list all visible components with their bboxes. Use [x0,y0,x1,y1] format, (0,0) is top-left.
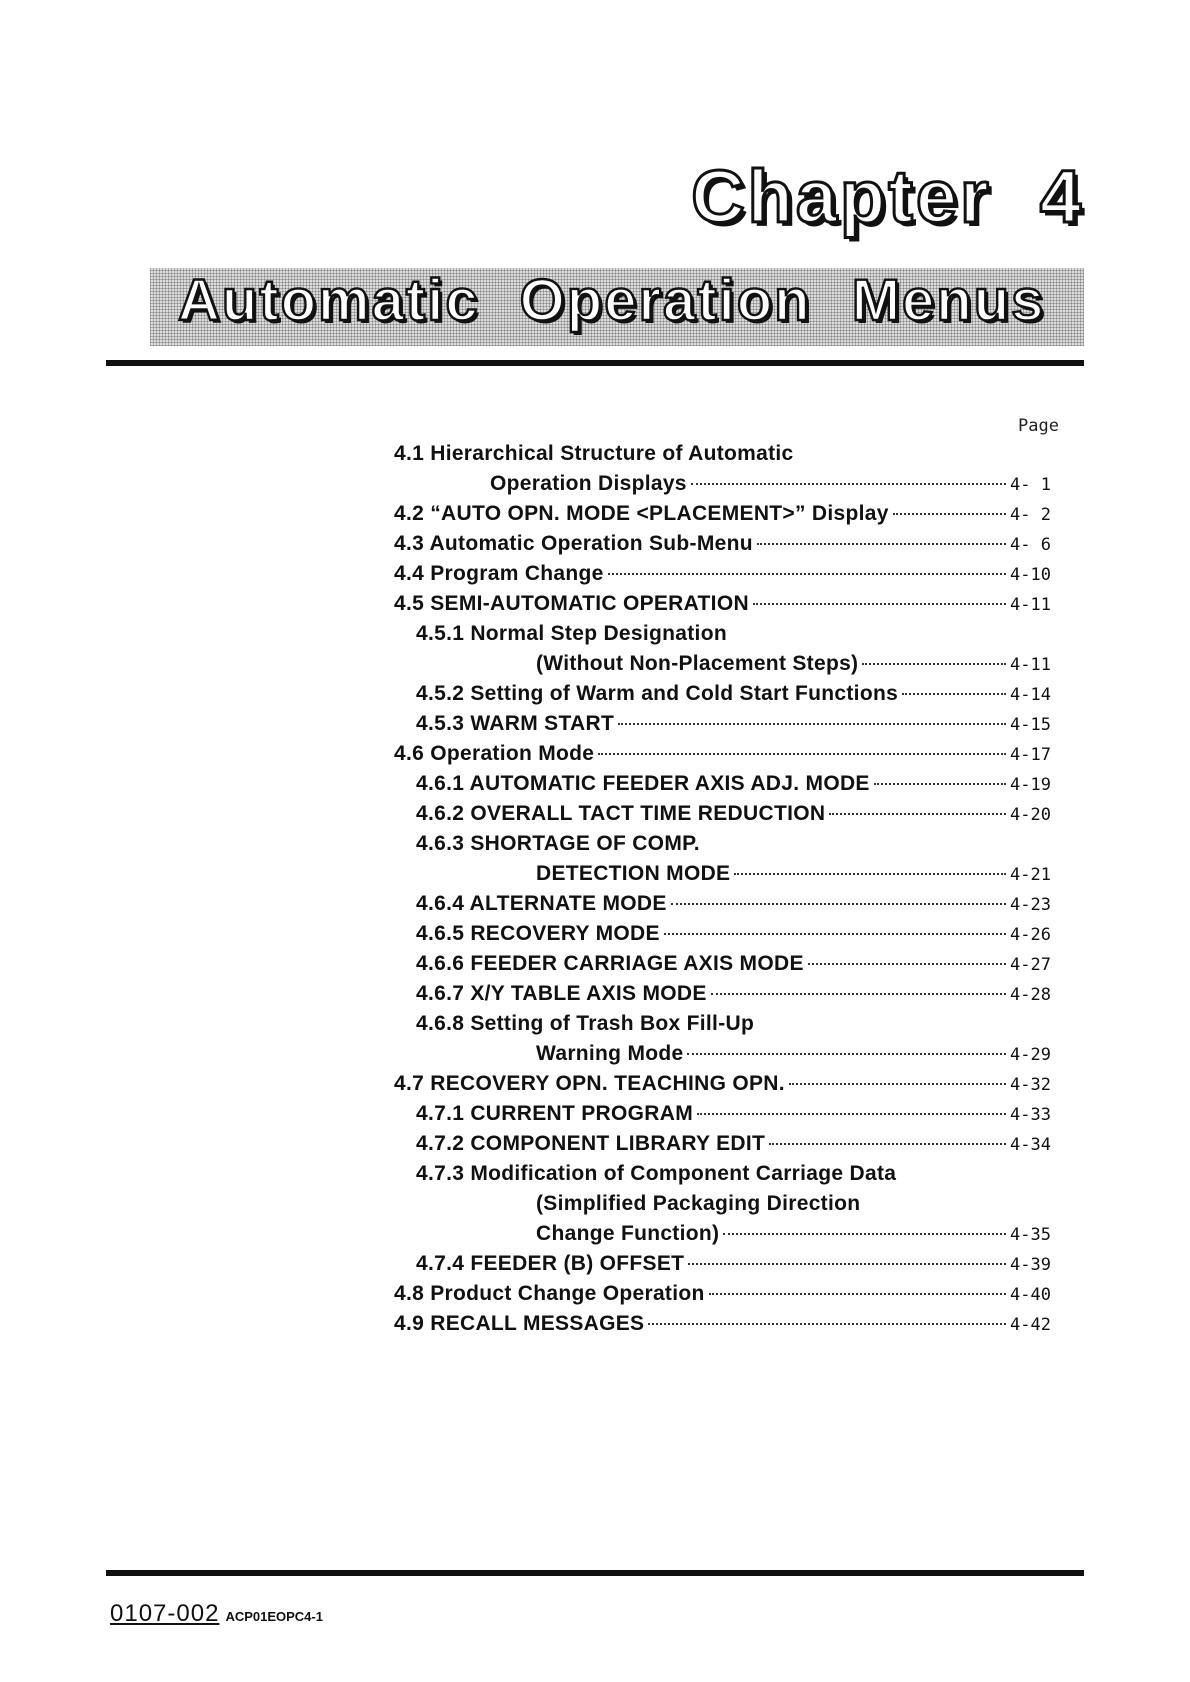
toc-entry-title: 4.9 RECALL MESSAGES [394,1312,645,1335]
toc-entry-title: DETECTION MODE [536,862,731,885]
toc-entry[interactable] [394,502,1062,532]
toc-entry-title: 4.3 Automatic Operation Sub-Menu [394,532,753,555]
toc-dot-leader [598,753,1006,755]
toc-entry-title: 4.2 “AUTO OPN. MODE <PLACEMENT>” Display [394,502,889,525]
toc-dot-leader [691,483,1006,485]
document-number: 0107-002 [110,1600,220,1627]
toc-dot-leader [608,573,1006,575]
toc-dot-leader [711,993,1006,995]
toc-entry[interactable] [394,562,1062,592]
toc-entry-title: 4.1 Hierarchical Structure of Automatic [394,442,794,465]
toc-entry-page: 4-14 [1010,685,1051,705]
toc-entry[interactable] [394,922,1062,952]
chapter-heading [691,155,1084,238]
toc-entry-page: 4-11 [1010,655,1051,675]
toc-dot-leader [769,1143,1006,1145]
toc-entry-title: 4.6.6 FEEDER CARRIAGE AXIS MODE [416,952,804,975]
toc-entry-title: 4.5.1 Normal Step Designation [416,622,727,645]
toc-entry[interactable] [394,622,1062,652]
toc-dot-leader [687,1053,1006,1055]
toc-dot-leader [671,903,1006,905]
toc-entry-page: 4-20 [1010,805,1051,825]
toc-entry-title: 4.6.8 Setting of Trash Box Fill-Up [416,1012,755,1035]
toc-entry[interactable] [394,1192,1062,1222]
toc-entry-title: 4.5 SEMI-AUTOMATIC OPERATION [394,592,749,615]
toc-entry-title: 4.6.5 RECOVERY MODE [416,922,660,945]
toc-entry-title: 4.6.3 SHORTAGE OF COMP. [416,832,700,855]
toc-entry-title: (Without Non-Placement Steps) [536,652,859,675]
toc-dot-leader [874,783,1006,785]
toc-entry[interactable] [394,1072,1062,1102]
toc-entry-title: 4.6 Operation Mode [394,742,595,765]
toc-entry[interactable] [394,982,1062,1012]
toc-entry[interactable] [394,1222,1062,1252]
toc-entry[interactable] [394,952,1062,982]
toc-dot-leader [734,873,1006,875]
toc-entry-title: 4.7 RECOVERY OPN. TEACHING OPN. [394,1072,785,1095]
toc-entry[interactable] [394,592,1062,622]
document-code: ACP01EOPC4-1 [225,1609,323,1624]
toc-entry[interactable] [394,1132,1062,1162]
toc-entry-page: 4-32 [1010,1075,1051,1095]
footer [110,1600,323,1628]
toc-dot-leader [789,1083,1006,1085]
chapter-label: Chapter [691,155,992,238]
toc-entry-page: 4-29 [1010,1045,1051,1065]
toc-entry[interactable] [394,652,1062,682]
toc-dot-leader [688,1263,1006,1265]
toc-dot-leader [753,603,1006,605]
chapter-title: Automatic Operation Menus [178,268,1046,333]
toc-entry-title: 4.4 Program Change [394,562,604,585]
toc-entry[interactable] [394,472,1062,502]
toc-entry-title: 4.8 Product Change Operation [394,1282,705,1305]
toc-entry[interactable] [394,802,1062,832]
toc-entry-page: 4- 1 [1010,475,1051,495]
toc-entry-page: 4-17 [1010,745,1051,765]
toc-entry-title: 4.6.7 X/Y TABLE AXIS MODE [416,982,707,1005]
toc-entry[interactable] [394,1282,1062,1312]
toc-entry-page: 4-10 [1010,565,1051,585]
toc-entry[interactable] [394,832,1062,862]
toc-entry-title: 4.5.2 Setting of Warm and Cold Start Functions [416,682,899,705]
toc-entry-title: 4.6.2 OVERALL TACT TIME REDUCTION [416,802,826,825]
toc-entry[interactable] [394,1042,1062,1072]
toc-entry-page: 4-33 [1010,1105,1051,1125]
toc-entry[interactable] [394,1102,1062,1132]
toc-entry[interactable] [394,442,1062,472]
table-of-contents [394,442,1062,1342]
toc-dot-leader [808,963,1006,965]
toc-entry[interactable] [394,1162,1062,1192]
toc-entry[interactable] [394,772,1062,802]
toc-dot-leader [664,933,1006,935]
toc-entry-title: 4.7.2 COMPONENT LIBRARY EDIT [416,1132,766,1155]
toc-entry[interactable] [394,682,1062,712]
header-divider [106,360,1084,366]
footer-divider [106,1570,1084,1576]
toc-entry-page: 4-21 [1010,865,1051,885]
toc-entry-page: 4-15 [1010,715,1051,735]
chapter-number: 4 [1039,155,1084,238]
toc-entry-title: Operation Displays [490,472,687,495]
toc-entry-page: 4-35 [1010,1225,1051,1245]
toc-entry-page: 4- 2 [1010,505,1051,525]
toc-entry-title: 4.5.3 WARM START [416,712,615,735]
toc-dot-leader [757,543,1006,545]
toc-entry-title: 4.7.1 CURRENT PROGRAM [416,1102,694,1125]
toc-dot-leader [723,1233,1006,1235]
toc-entry-title: 4.7.4 FEEDER (B) OFFSET [416,1252,685,1275]
toc-entry-page: 4-11 [1010,595,1051,615]
toc-entry-page: 4-28 [1010,985,1051,1005]
toc-entry-page: 4-40 [1010,1285,1051,1305]
toc-entry[interactable] [394,712,1062,742]
toc-page-column-label: Page [1018,416,1059,436]
toc-dot-leader [697,1113,1006,1115]
toc-entry-title: 4.7.3 Modification of Component Carriage Data [416,1162,897,1185]
toc-entry-title: 4.6.1 AUTOMATIC FEEDER AXIS ADJ. MODE [416,772,870,795]
toc-entry-title: Warning Mode [536,1042,684,1065]
toc-entry-page: 4-39 [1010,1255,1051,1275]
toc-dot-leader [829,813,1006,815]
toc-entry-page: 4-26 [1010,925,1051,945]
toc-dot-leader [902,693,1006,695]
toc-entry-page: 4-42 [1010,1315,1051,1335]
toc-dot-leader [709,1293,1006,1295]
toc-entry[interactable] [394,1312,1062,1342]
toc-entry[interactable] [394,862,1062,892]
toc-entry-page: 4-27 [1010,955,1051,975]
toc-entry[interactable] [394,1012,1062,1042]
toc-dot-leader [648,1323,1006,1325]
toc-dot-leader [893,513,1006,515]
toc-entry-title: Change Function) [536,1222,720,1245]
toc-entry[interactable] [394,742,1062,772]
toc-dot-leader [618,723,1006,725]
toc-dot-leader [862,663,1006,665]
toc-entry[interactable] [394,892,1062,922]
toc-entry-page: 4-23 [1010,895,1051,915]
toc-entry-title: (Simplified Packaging Direction [536,1192,861,1215]
toc-entry[interactable] [394,1252,1062,1282]
toc-entry-page: 4- 6 [1010,535,1051,555]
toc-entry[interactable] [394,532,1062,562]
toc-entry-title: 4.6.4 ALTERNATE MODE [416,892,667,915]
toc-entry-page: 4-19 [1010,775,1051,795]
toc-entry-page: 4-34 [1010,1135,1051,1155]
